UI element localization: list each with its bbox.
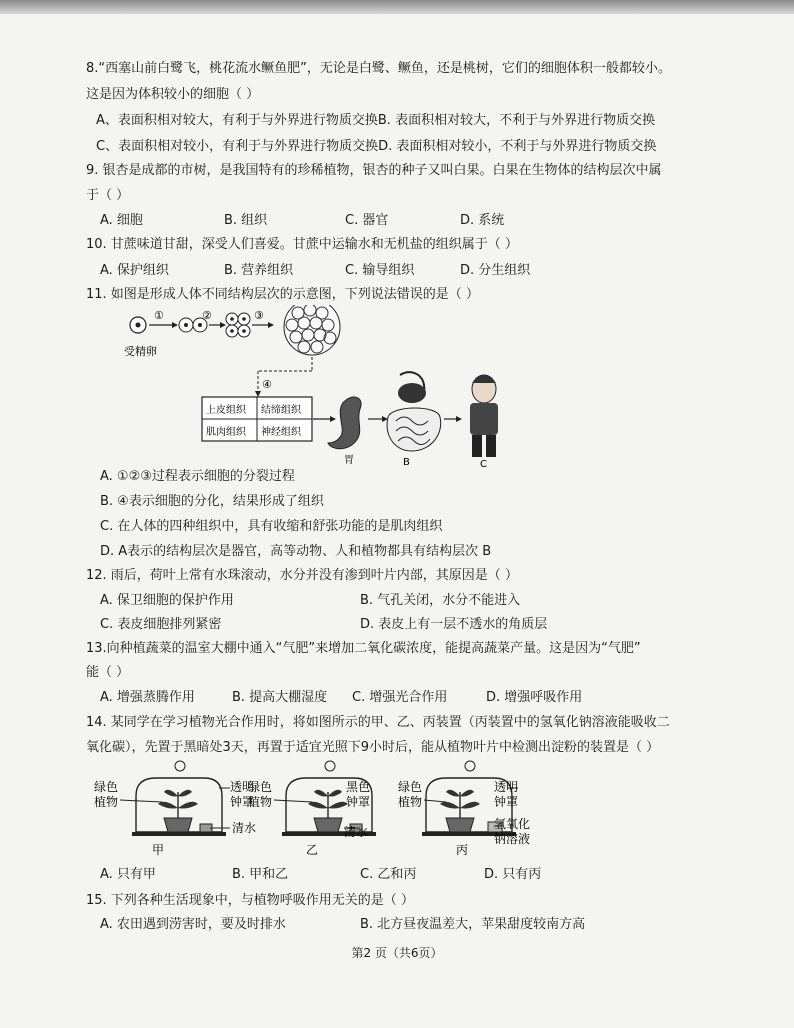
stomach-organ	[328, 397, 361, 449]
q14-stem-line2: 氧化碳），先置于黑暗处3天，再置于适宜光照下9小时后，能从植物叶片中检测出淀粉的装置是（ ）	[86, 740, 660, 755]
tissue-nervous: 神经组织	[261, 427, 301, 438]
q13-option-d: D. 增强呼吸作用	[486, 690, 583, 705]
digestive-system	[387, 372, 441, 451]
q15-option-b: B. 北方昼夜温差大，苹果甜度较南方高	[360, 917, 586, 932]
stomach-label: 胃	[344, 455, 354, 466]
page-footer: 第2 页（共6页）	[351, 946, 443, 960]
q8-option-c-d: C、表面积相对较小，有利于与外界进行物质交换D. 表面积相对较小，不利于与外界进行物质交换	[96, 139, 657, 154]
q12-option-d: D. 表皮上有一层不透水的角质层	[360, 617, 548, 632]
q11-option-c: C. 在人体的四种组织中，具有收缩和舒张功能的是肌肉组织	[100, 519, 443, 534]
q14-option-b: B. 甲和乙	[232, 867, 289, 882]
jia-plant-l1: 绿色	[94, 780, 119, 794]
jia-label: 甲	[152, 843, 165, 857]
bing-plant-l1: 绿色	[398, 780, 423, 794]
q11-figure	[120, 305, 520, 470]
q12-option-b: B. 气孔关闭，水分不能进入	[360, 593, 521, 608]
scan-top-edge	[0, 0, 794, 14]
q14-figure	[94, 758, 594, 858]
q10-option-c: C. 输导组织	[345, 263, 415, 278]
step-2-label: ②	[202, 309, 212, 322]
jia-water-label: 清水	[232, 821, 257, 835]
q9-option-c: C. 器官	[345, 213, 389, 228]
tissue-epithelial: 上皮组织	[206, 405, 246, 416]
bing-clear-l1: 透明	[494, 780, 519, 794]
q9-stem-line1: 9. 银杏是成都的市树，是我国特有的珍稀植物，银杏的种子又叫白果。白果在生物体的结构层次中属	[86, 163, 662, 178]
bing-naoh-l2: 钠溶液	[494, 832, 531, 846]
q13-option-a: A. 增强蒸腾作用	[100, 690, 195, 705]
jia-clear-l1: 透明	[230, 780, 255, 794]
q10-stem: 10. 甘蔗味道甘甜，深受人们喜爱。甘蔗中运输水和无机盐的组织属于（ ）	[86, 237, 518, 252]
q11-option-a: A. ①②③过程表示细胞的分裂过程	[100, 469, 295, 484]
human-body	[470, 375, 498, 457]
q13-stem-line2: 能（ ）	[86, 665, 130, 680]
q8-stem-line1: 8.“西塞山前白鹭飞，桃花流水鳜鱼肥”，无论是白鹭、鳜鱼，还是桃树，它们的细胞体积一般都较小。	[86, 61, 671, 76]
yi-plant-l1: 绿色	[248, 780, 273, 794]
q10-option-a: A. 保护组织	[100, 263, 169, 278]
q10-option-d: D. 分生组织	[460, 263, 531, 278]
yi-plant-l2: 植物	[248, 795, 273, 809]
q12-option-a: A. 保卫细胞的保护作用	[100, 593, 234, 608]
q8-option-a-b: A、表面积相对较大，有利于与外界进行物质交换B. 表面积相对较大，不利于与外界进行物质交换	[96, 113, 656, 128]
q13-option-b: B. 提高大棚湿度	[232, 690, 328, 705]
tissue-connective: 结缔组织	[261, 405, 301, 416]
tissue-muscle: 肌肉组织	[206, 427, 246, 438]
q9-stem-line2: 于（ ）	[86, 188, 130, 203]
q13-stem-line1: 13.向种植蔬菜的温室大棚中通入“气肥”来增加二氧化碳浓度，能提高蔬菜产量。这是因为“气肥”	[86, 641, 641, 656]
q15-stem: 15. 下列各种生活现象中，与植物呼吸作用无关的是（ ）	[86, 893, 414, 908]
bing-plant-l2: 植物	[398, 795, 423, 809]
yi-label: 乙	[306, 843, 319, 857]
organism-label-c: C	[480, 459, 487, 470]
q11-option-d: D. A表示的结构层次是器官，高等动物、人和植物都具有结构层次 B	[100, 544, 492, 559]
q9-option-d: D. 系统	[460, 213, 505, 228]
q12-stem: 12. 雨后，荷叶上常有水珠滚动，水分并没有渗到叶片内部，其原因是（ ）	[86, 568, 518, 583]
q10-option-b: B. 营养组织	[224, 263, 294, 278]
q14-stem-line1: 14. 某同学在学习植物光合作用时，将如图所示的甲、乙、丙装置（丙装置中的氢氧化钠溶液能吸收二	[86, 715, 670, 730]
apparatus-jia	[132, 761, 226, 836]
q15-option-a: A. 农田遇到涝害时，要及时排水	[100, 917, 286, 932]
bing-label: 丙	[456, 843, 469, 857]
bing-clear-l2: 钟罩	[494, 795, 519, 809]
yi-black-l1: 黑色	[346, 780, 371, 794]
jia-clear-l2: 钟罩	[230, 795, 255, 809]
bing-naoh-l1: 氢氧化	[494, 817, 531, 831]
q8-stem-line2: 这是因为体积较小的细胞（ ）	[86, 87, 260, 102]
step-3-label: ③	[254, 309, 264, 322]
q14-option-d: D. 只有丙	[484, 867, 542, 882]
cell-mass	[284, 305, 340, 355]
q9-option-a: A. 细胞	[100, 213, 143, 228]
system-label-b: B	[403, 457, 410, 468]
step-4-label: ④	[262, 378, 272, 391]
q12-option-c: C. 表皮细胞排列紧密	[100, 617, 222, 632]
yi-black-l2: 钟罩	[346, 795, 371, 809]
q14-option-c: C. 乙和丙	[360, 867, 417, 882]
yi-water-label: 清水	[344, 825, 369, 839]
step-1-label: ①	[154, 309, 164, 322]
q11-stem: 11. 如图是形成人体不同结构层次的示意图，下列说法错误的是（ ）	[86, 287, 479, 302]
q14-option-a: A. 只有甲	[100, 867, 156, 882]
jia-plant-l2: 植物	[94, 795, 119, 809]
q11-option-b: B. ④表示细胞的分化，结果形成了组织	[100, 494, 324, 509]
zygote-label: 受精卵	[124, 345, 157, 358]
q13-option-c: C. 增强光合作用	[352, 690, 448, 705]
q9-option-b: B. 组织	[224, 213, 268, 228]
